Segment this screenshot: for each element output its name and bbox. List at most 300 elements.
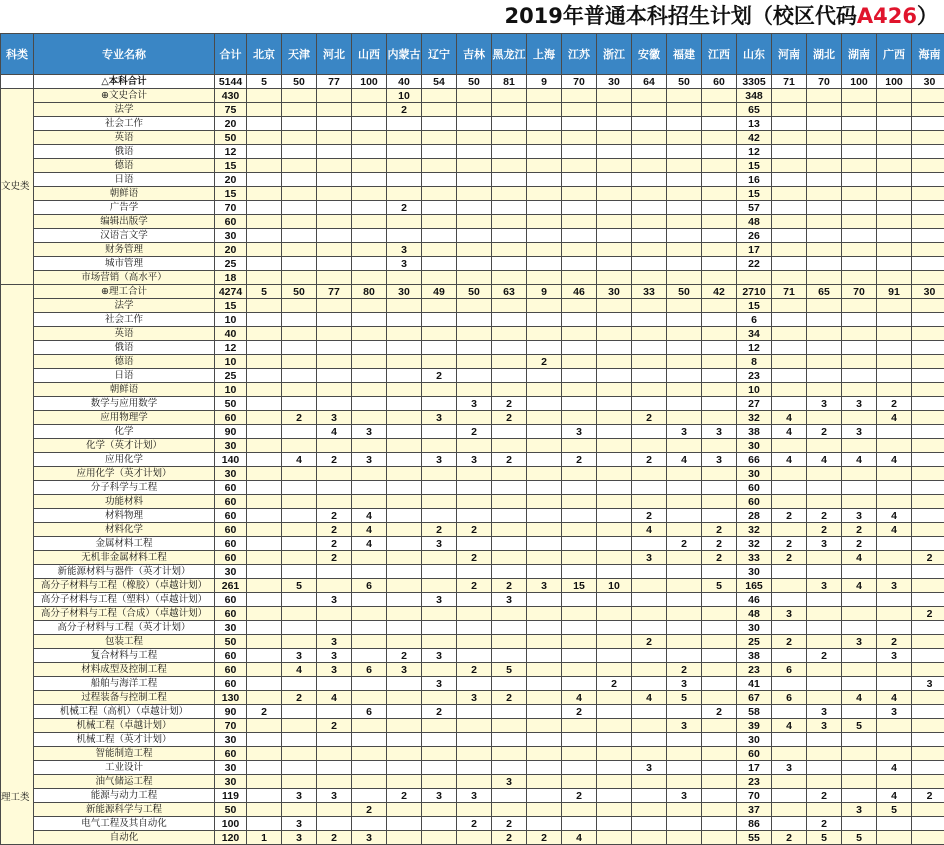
province-value-cell: [632, 369, 667, 383]
province-value-cell: [387, 313, 422, 327]
province-value-cell: [387, 677, 422, 691]
province-value-cell: [667, 257, 702, 271]
province-value-cell: 2: [282, 411, 317, 425]
province-value-cell: [597, 789, 632, 803]
major-name-cell: 工业设计: [34, 761, 215, 775]
province-value-cell: [527, 593, 562, 607]
table-row: [1, 299, 944, 313]
province-value-cell: [352, 411, 387, 425]
province-value-cell: [807, 383, 842, 397]
table-row: [1, 509, 944, 523]
province-value-cell: [282, 229, 317, 243]
province-value-cell: [247, 439, 282, 453]
total-cell: 50: [215, 803, 247, 817]
province-value-cell: 4: [772, 453, 807, 467]
province-value-cell: 4: [562, 831, 597, 845]
major-name-cell: 汉语言文学: [34, 229, 215, 243]
province-value-cell: [247, 173, 282, 187]
province-value-cell: [387, 635, 422, 649]
province-value-cell: 42: [702, 285, 737, 299]
province-value-cell: [597, 481, 632, 495]
province-value-cell: [772, 257, 807, 271]
province-value-cell: [352, 621, 387, 635]
total-cell: 261: [215, 579, 247, 593]
province-value-cell: 4: [807, 453, 842, 467]
province-value-cell: [247, 341, 282, 355]
province-value-cell: 67: [737, 691, 772, 705]
province-value-cell: [702, 411, 737, 425]
province-value-cell: [877, 383, 912, 397]
province-value-cell: [492, 803, 527, 817]
province-value-cell: [527, 299, 562, 313]
province-value-cell: [457, 313, 492, 327]
province-value-cell: [912, 215, 944, 229]
province-value-cell: [702, 565, 737, 579]
province-value-cell: 3: [807, 579, 842, 593]
province-value-cell: [597, 383, 632, 397]
province-value-cell: [772, 313, 807, 327]
province-value-cell: [317, 159, 352, 173]
header-province: 浙江: [597, 34, 632, 75]
province-value-cell: 91: [877, 285, 912, 299]
province-value-cell: [457, 187, 492, 201]
table-row: [1, 761, 944, 775]
province-value-cell: 2: [772, 635, 807, 649]
province-value-cell: [352, 481, 387, 495]
header-province: 湖南: [842, 34, 877, 75]
header-province: 江苏: [562, 34, 597, 75]
province-value-cell: [877, 817, 912, 831]
province-value-cell: [247, 131, 282, 145]
province-value-cell: 3: [422, 593, 457, 607]
province-value-cell: 4: [772, 425, 807, 439]
province-value-cell: [667, 243, 702, 257]
province-value-cell: [457, 621, 492, 635]
table-row: [1, 89, 944, 103]
province-value-cell: [877, 355, 912, 369]
province-value-cell: 3: [317, 789, 352, 803]
province-value-cell: [807, 271, 842, 285]
table-row: [1, 817, 944, 831]
province-value-cell: [912, 621, 944, 635]
province-value-cell: [247, 495, 282, 509]
province-value-cell: [492, 439, 527, 453]
province-value-cell: [317, 187, 352, 201]
province-value-cell: [667, 747, 702, 761]
province-value-cell: 2: [807, 817, 842, 831]
province-value-cell: 2: [387, 649, 422, 663]
province-value-cell: [562, 523, 597, 537]
province-value-cell: [422, 551, 457, 565]
province-value-cell: [912, 439, 944, 453]
province-value-cell: 30: [737, 467, 772, 481]
province-value-cell: [842, 705, 877, 719]
province-value-cell: [877, 607, 912, 621]
province-value-cell: [597, 173, 632, 187]
total-cell: 20: [215, 243, 247, 257]
province-value-cell: [527, 677, 562, 691]
province-value-cell: [702, 313, 737, 327]
total-cell: 430: [215, 89, 247, 103]
province-value-cell: [597, 705, 632, 719]
province-value-cell: [247, 817, 282, 831]
header-province: 内蒙古: [387, 34, 422, 75]
header-total: 合计: [215, 34, 247, 75]
major-name-cell: 复合材料与工程: [34, 649, 215, 663]
province-value-cell: [597, 313, 632, 327]
province-value-cell: [877, 733, 912, 747]
province-value-cell: [282, 299, 317, 313]
total-cell: 60: [215, 215, 247, 229]
province-value-cell: [317, 355, 352, 369]
major-name-cell: 能源与动力工程: [34, 789, 215, 803]
province-value-cell: 13: [737, 117, 772, 131]
total-cell: 20: [215, 173, 247, 187]
province-value-cell: [317, 117, 352, 131]
table-row: [1, 75, 944, 89]
province-value-cell: [527, 103, 562, 117]
province-value-cell: [877, 565, 912, 579]
province-value-cell: [772, 117, 807, 131]
province-value-cell: [352, 145, 387, 159]
province-value-cell: [247, 89, 282, 103]
province-value-cell: [667, 131, 702, 145]
province-value-cell: [282, 705, 317, 719]
major-name-cell: 材料物理: [34, 509, 215, 523]
province-value-cell: [562, 201, 597, 215]
province-value-cell: [772, 187, 807, 201]
province-value-cell: [562, 355, 597, 369]
province-value-cell: 3: [702, 425, 737, 439]
province-value-cell: [912, 691, 944, 705]
province-value-cell: [492, 383, 527, 397]
province-value-cell: [282, 215, 317, 229]
province-value-cell: [422, 117, 457, 131]
province-value-cell: [632, 257, 667, 271]
province-value-cell: 5: [877, 803, 912, 817]
province-value-cell: [597, 215, 632, 229]
province-value-cell: [562, 467, 597, 481]
province-value-cell: [667, 607, 702, 621]
province-value-cell: 3: [807, 705, 842, 719]
province-value-cell: [877, 439, 912, 453]
table-row: [1, 271, 944, 285]
major-name-cell: 机械工程（英才计划）: [34, 733, 215, 747]
table-row: [1, 369, 944, 383]
table-row: [1, 551, 944, 565]
major-name-cell: 编辑出版学: [34, 215, 215, 229]
province-value-cell: [877, 229, 912, 243]
province-value-cell: [527, 495, 562, 509]
province-value-cell: [282, 551, 317, 565]
province-value-cell: [597, 425, 632, 439]
province-value-cell: [807, 313, 842, 327]
province-value-cell: [527, 719, 562, 733]
province-value-cell: [562, 327, 597, 341]
province-value-cell: [702, 103, 737, 117]
province-value-cell: [807, 607, 842, 621]
province-value-cell: [352, 635, 387, 649]
province-value-cell: 4: [877, 789, 912, 803]
table-row: [1, 117, 944, 131]
province-value-cell: [562, 663, 597, 677]
total-cell: 30: [215, 229, 247, 243]
province-value-cell: [527, 271, 562, 285]
province-value-cell: [247, 691, 282, 705]
header-province: 北京: [247, 34, 282, 75]
province-value-cell: [562, 369, 597, 383]
province-value-cell: [492, 789, 527, 803]
province-value-cell: 60: [737, 481, 772, 495]
province-value-cell: 2: [317, 537, 352, 551]
table-row: [1, 327, 944, 341]
province-value-cell: [842, 229, 877, 243]
province-value-cell: [632, 327, 667, 341]
major-name-cell: 数学与应用数学: [34, 397, 215, 411]
province-value-cell: [247, 257, 282, 271]
province-value-cell: [352, 117, 387, 131]
province-value-cell: [772, 355, 807, 369]
province-value-cell: [282, 439, 317, 453]
province-value-cell: [877, 481, 912, 495]
province-value-cell: [422, 397, 457, 411]
province-value-cell: [632, 103, 667, 117]
province-value-cell: [457, 215, 492, 229]
province-value-cell: [247, 397, 282, 411]
province-value-cell: [877, 89, 912, 103]
province-value-cell: [562, 677, 597, 691]
province-value-cell: [492, 341, 527, 355]
province-value-cell: [772, 705, 807, 719]
province-value-cell: 3: [352, 425, 387, 439]
province-value-cell: [352, 271, 387, 285]
province-value-cell: 4: [877, 691, 912, 705]
header-province: 河南: [772, 34, 807, 75]
province-value-cell: [352, 229, 387, 243]
province-value-cell: [597, 775, 632, 789]
province-value-cell: [352, 355, 387, 369]
province-value-cell: [912, 733, 944, 747]
province-value-cell: [317, 705, 352, 719]
province-value-cell: [457, 117, 492, 131]
province-value-cell: [457, 761, 492, 775]
province-value-cell: [842, 621, 877, 635]
province-value-cell: [667, 201, 702, 215]
province-value-cell: [492, 733, 527, 747]
province-value-cell: [912, 481, 944, 495]
province-value-cell: [247, 369, 282, 383]
province-value-cell: 3: [422, 649, 457, 663]
province-value-cell: [912, 117, 944, 131]
province-value-cell: [247, 761, 282, 775]
province-value-cell: 2: [387, 103, 422, 117]
province-value-cell: [492, 719, 527, 733]
major-name-cell: 社会工作: [34, 313, 215, 327]
province-value-cell: [247, 775, 282, 789]
total-cell: 60: [215, 523, 247, 537]
province-value-cell: 3: [807, 719, 842, 733]
province-value-cell: 3: [317, 663, 352, 677]
total-cell: 120: [215, 831, 247, 845]
major-name-cell: 机械工程（卓越计划）: [34, 719, 215, 733]
province-value-cell: [527, 243, 562, 257]
province-value-cell: 2: [492, 397, 527, 411]
province-value-cell: [772, 327, 807, 341]
province-value-cell: [877, 145, 912, 159]
province-value-cell: 30: [597, 285, 632, 299]
province-value-cell: [632, 229, 667, 243]
province-value-cell: [282, 733, 317, 747]
province-value-cell: 3: [632, 761, 667, 775]
province-value-cell: 2: [807, 425, 842, 439]
province-value-cell: 3: [772, 607, 807, 621]
province-value-cell: [632, 187, 667, 201]
province-value-cell: 3: [877, 649, 912, 663]
province-value-cell: [807, 201, 842, 215]
major-name-cell: 功能材料: [34, 495, 215, 509]
header-province: 江西: [702, 34, 737, 75]
province-value-cell: 3: [422, 537, 457, 551]
province-value-cell: [597, 397, 632, 411]
province-value-cell: [877, 425, 912, 439]
province-value-cell: [597, 663, 632, 677]
province-value-cell: [527, 439, 562, 453]
province-value-cell: [492, 327, 527, 341]
province-value-cell: [807, 159, 842, 173]
province-value-cell: 4: [842, 551, 877, 565]
campus-code: A426: [857, 4, 917, 28]
province-value-cell: [422, 313, 457, 327]
total-cell: 30: [215, 621, 247, 635]
province-value-cell: [457, 369, 492, 383]
province-value-cell: [702, 271, 737, 285]
province-value-cell: [247, 243, 282, 257]
province-value-cell: [527, 607, 562, 621]
province-value-cell: [632, 159, 667, 173]
province-value-cell: [282, 383, 317, 397]
province-value-cell: [562, 299, 597, 313]
province-value-cell: 71: [772, 285, 807, 299]
table-row: [1, 103, 944, 117]
major-name-cell: 法学: [34, 299, 215, 313]
province-value-cell: [912, 341, 944, 355]
total-cell: 60: [215, 663, 247, 677]
header-province: 海南: [912, 34, 944, 75]
province-value-cell: [667, 831, 702, 845]
table-row: [1, 705, 944, 719]
province-value-cell: [282, 355, 317, 369]
table-row: [1, 775, 944, 789]
province-value-cell: [247, 187, 282, 201]
province-value-cell: [352, 313, 387, 327]
province-value-cell: [317, 733, 352, 747]
major-name-cell: 分子科学与工程: [34, 481, 215, 495]
province-value-cell: [562, 565, 597, 579]
province-value-cell: 54: [422, 75, 457, 89]
province-value-cell: [527, 649, 562, 663]
province-value-cell: 3: [457, 789, 492, 803]
province-value-cell: [772, 733, 807, 747]
province-value-cell: 3: [667, 719, 702, 733]
province-value-cell: [842, 663, 877, 677]
province-value-cell: [457, 439, 492, 453]
province-value-cell: [597, 607, 632, 621]
province-value-cell: 4: [562, 691, 597, 705]
province-value-cell: [282, 201, 317, 215]
province-value-cell: [562, 243, 597, 257]
province-value-cell: [807, 677, 842, 691]
province-value-cell: [632, 117, 667, 131]
province-value-cell: 2: [807, 509, 842, 523]
province-value-cell: [632, 579, 667, 593]
province-value-cell: [317, 803, 352, 817]
province-value-cell: [457, 355, 492, 369]
table-row: [1, 677, 944, 691]
province-value-cell: [667, 761, 702, 775]
province-value-cell: [912, 537, 944, 551]
table-row: [1, 523, 944, 537]
province-value-cell: [457, 243, 492, 257]
province-value-cell: [247, 593, 282, 607]
province-value-cell: [317, 481, 352, 495]
major-name-cell: 过程装备与控制工程: [34, 691, 215, 705]
province-value-cell: [247, 481, 282, 495]
province-value-cell: [247, 509, 282, 523]
total-cell: 70: [215, 201, 247, 215]
province-value-cell: [352, 607, 387, 621]
province-value-cell: [877, 327, 912, 341]
major-name-cell: ⊕文史合计: [34, 89, 215, 103]
province-value-cell: [247, 411, 282, 425]
province-value-cell: [702, 649, 737, 663]
province-value-cell: [632, 299, 667, 313]
province-value-cell: [702, 229, 737, 243]
province-value-cell: 3: [352, 453, 387, 467]
province-value-cell: 2: [632, 453, 667, 467]
total-cell: 10: [215, 355, 247, 369]
province-value-cell: [702, 761, 737, 775]
province-value-cell: 30: [737, 621, 772, 635]
province-value-cell: [492, 313, 527, 327]
province-value-cell: [387, 187, 422, 201]
province-value-cell: [247, 271, 282, 285]
province-value-cell: 2: [457, 425, 492, 439]
province-value-cell: [317, 215, 352, 229]
province-value-cell: [387, 215, 422, 229]
province-value-cell: 65: [737, 103, 772, 117]
province-value-cell: [842, 341, 877, 355]
total-cell: 12: [215, 341, 247, 355]
province-value-cell: 3: [842, 635, 877, 649]
province-value-cell: 2: [492, 831, 527, 845]
province-value-cell: [702, 383, 737, 397]
province-value-cell: 50: [282, 75, 317, 89]
table-row: [1, 131, 944, 145]
province-value-cell: [457, 677, 492, 691]
table-row: [1, 495, 944, 509]
province-value-cell: [352, 383, 387, 397]
province-value-cell: [247, 523, 282, 537]
province-value-cell: 4: [877, 453, 912, 467]
province-value-cell: [702, 607, 737, 621]
province-value-cell: [912, 257, 944, 271]
total-cell: 90: [215, 425, 247, 439]
province-value-cell: [632, 747, 667, 761]
province-value-cell: [632, 313, 667, 327]
province-value-cell: [597, 117, 632, 131]
province-value-cell: [527, 817, 562, 831]
province-value-cell: [387, 453, 422, 467]
